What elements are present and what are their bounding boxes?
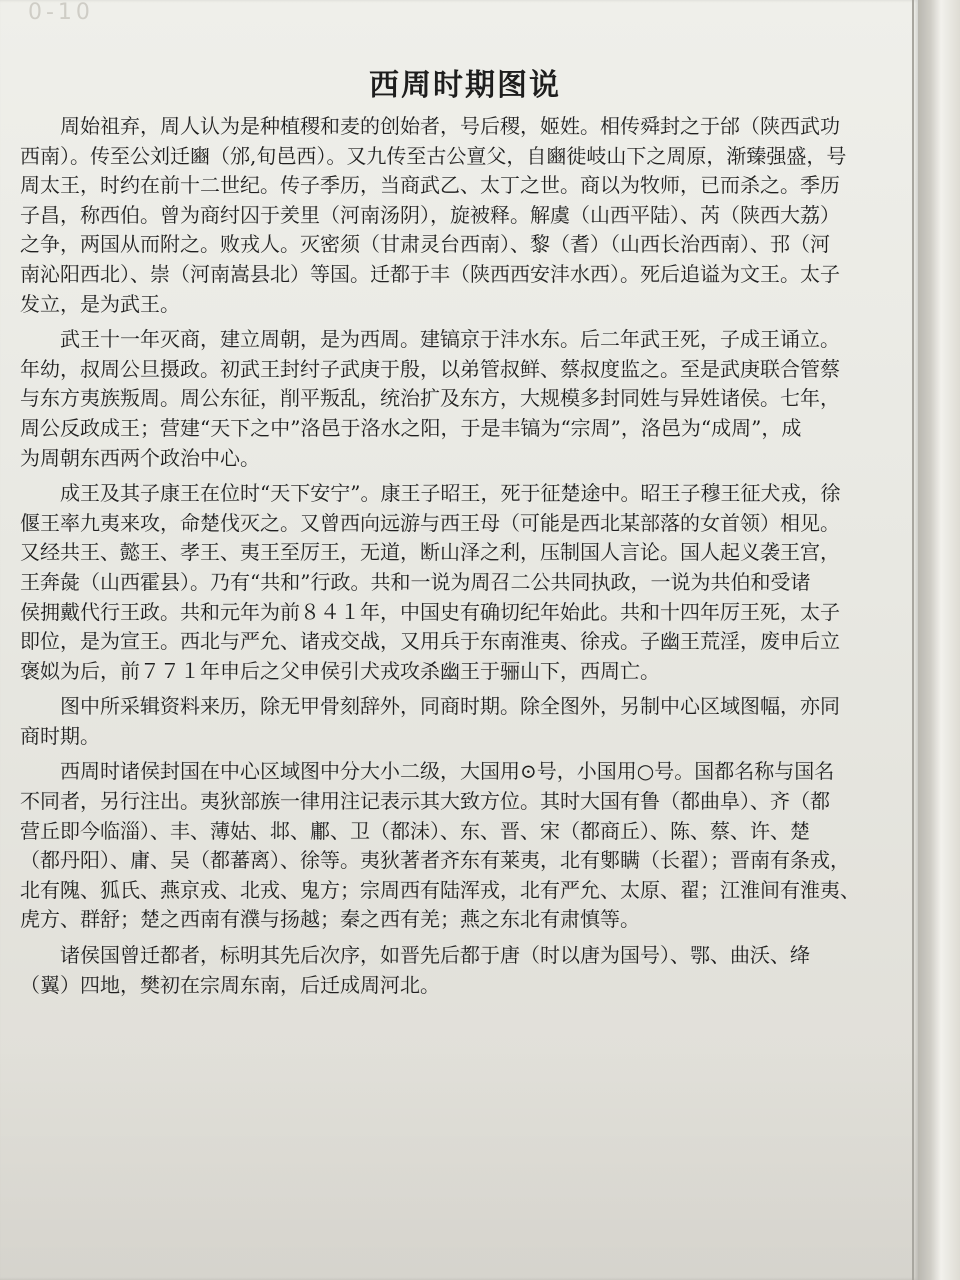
text-line: 之争，两国从而附之。败戎人。灭密须（甘肃灵台西南）、黎（耆）（山西长治西南）、邘（河 bbox=[20, 232, 830, 257]
paragraph bbox=[20, 479, 920, 686]
text-line: 营丘即今临淄）、丰、薄姑、邶、鄘、卫（都沬）、东、晋、宋（都商丘）、陈、蔡、许、楚 bbox=[20, 818, 810, 843]
text-line: （都丹阳）、庸、吴（都蕃离）、徐等。夷狄著者齐东有莱夷，北有鄋瞒（长翟）；晋南有条戎， bbox=[20, 848, 850, 873]
page-edge-line bbox=[912, 0, 914, 1280]
text-line: 王奔彘（山西霍县）。乃有“共和”行政。共和一说为周召二公共同执政，一说为共伯和受诸 bbox=[20, 569, 811, 594]
text-line: 周太王，时约在前十二世纪。传子季历，当商武乙、太丁之世。商以为牧师，已而杀之。季历 bbox=[20, 173, 840, 198]
text-line: 周始祖弃，周人认为是种植稷和麦的创始者，号后稷，姬姓。相传舜封之于邰（陕西武功 bbox=[20, 114, 840, 138]
paragraph bbox=[20, 112, 920, 319]
text-line: 诸侯国曾迁都者，标明其先后次序，如晋先后都于唐（时以唐为国号）、鄂、曲沃、绛 bbox=[20, 943, 810, 968]
paragraph bbox=[20, 757, 920, 935]
text-line: 又经共王、懿王、孝王、夷王至厉王，无道，断山泽之利，压制国人言论。国人起义袭王宫， bbox=[20, 540, 840, 565]
page-title: 西周时期图说 bbox=[369, 68, 561, 103]
text-line: 褒姒为后，前７７１年申后之父申侯引犬戎攻杀幽王于骊山下，西周亡。 bbox=[20, 658, 660, 683]
text-line: 图中所采辑资料来历，除无甲骨刻辞外，同商时期。除全图外，另制中心区域图幅，亦同 bbox=[20, 694, 840, 719]
text-line: 虎方、群舒；楚之西南有濮与扬越；秦之西有羌；燕之东北有肃慎等。 bbox=[20, 907, 640, 932]
text-line: 成王及其子康王在位时“天下安宁”。康王子昭王，死于征楚途中。昭王子穆王征犬戎，徐 bbox=[20, 481, 841, 506]
text-line: （翼）四地，樊初在宗周东南，后迁成周河北。 bbox=[20, 972, 440, 997]
text-line: 西南）。传至公刘迁豳（邠,旬邑西）。又九传至古公亶父，自豳徙岐山下之周原，渐臻强盛，号 bbox=[20, 143, 847, 168]
text-line: 北有隗、狐氏、燕京戎、北戎、鬼方；宗周西有陆浑戎，北有严允、太原、翟；江淮间有淮夷、 bbox=[20, 877, 860, 902]
paragraph bbox=[20, 325, 920, 473]
text-line: 子昌，称西伯。曾为商纣囚于羑里（河南汤阴），旋被释。解虞（山西平陆）、芮（陕西大荔） bbox=[20, 202, 840, 227]
page-shadow bbox=[0, 1040, 918, 1280]
text-line: 年幼，叔周公旦摄政。初武王封纣子武庚于殷，以弟管叔鲜、蔡叔度监之。至是武庚联合管蔡 bbox=[20, 356, 840, 381]
text-line: 发立，是为武王。 bbox=[20, 291, 180, 316]
text-line: 武王十一年灭商，建立周朝，是为西周。建镐京于沣水东。后二年武王死，子成王诵立。 bbox=[20, 327, 840, 352]
text-line: 即位，是为宣王。西北与严允、诸戎交战，又用兵于东南淮夷、徐戎。子幽王荒淫，废申后立 bbox=[20, 629, 840, 654]
text-line: 偃王率九夷来攻，命楚伐灭之。又曾西向远游与西王母（可能是西北某部落的女首领）相见。 bbox=[20, 510, 840, 535]
text-line: 周公反政成王；营建“天下之中”洛邑于洛水之阳，于是丰镐为“宗周”，洛邑为“成周”，成 bbox=[20, 415, 802, 440]
text-line: 与东方夷族叛周。周公东征，削平叛乱，统治扩及东方，大规模多封同姓与异姓诸侯。七年， bbox=[20, 386, 840, 411]
text-line: 西周时诸侯封国在中心区域图中分大小二级，大国用⊙号，小国用○号。国都名称与国名 bbox=[20, 759, 835, 784]
book-edge bbox=[918, 0, 960, 1280]
text-line: 侯拥戴代行王政。共和元年为前８４１年，中国史有确切纪年始此。共和十四年厉王死，太子 bbox=[20, 599, 840, 624]
ghost-page-number: 0-10 bbox=[28, 0, 94, 25]
text-line: 南沁阳西北）、崇（河南嵩县北）等国。迁都于丰（陕西西安沣水西）。死后追谥为文王。太子 bbox=[20, 261, 840, 286]
text-line: 为周朝东西两个政治中心。 bbox=[20, 445, 260, 470]
body-text bbox=[20, 112, 920, 1000]
text-line: 不同者，另行注出。夷狄部族一律用注记表示其大致方位。其时大国有鲁（都曲阜）、齐（都 bbox=[20, 789, 830, 814]
paragraph bbox=[20, 692, 920, 751]
text-line: 商时期。 bbox=[20, 723, 100, 748]
paragraph bbox=[20, 941, 920, 1000]
